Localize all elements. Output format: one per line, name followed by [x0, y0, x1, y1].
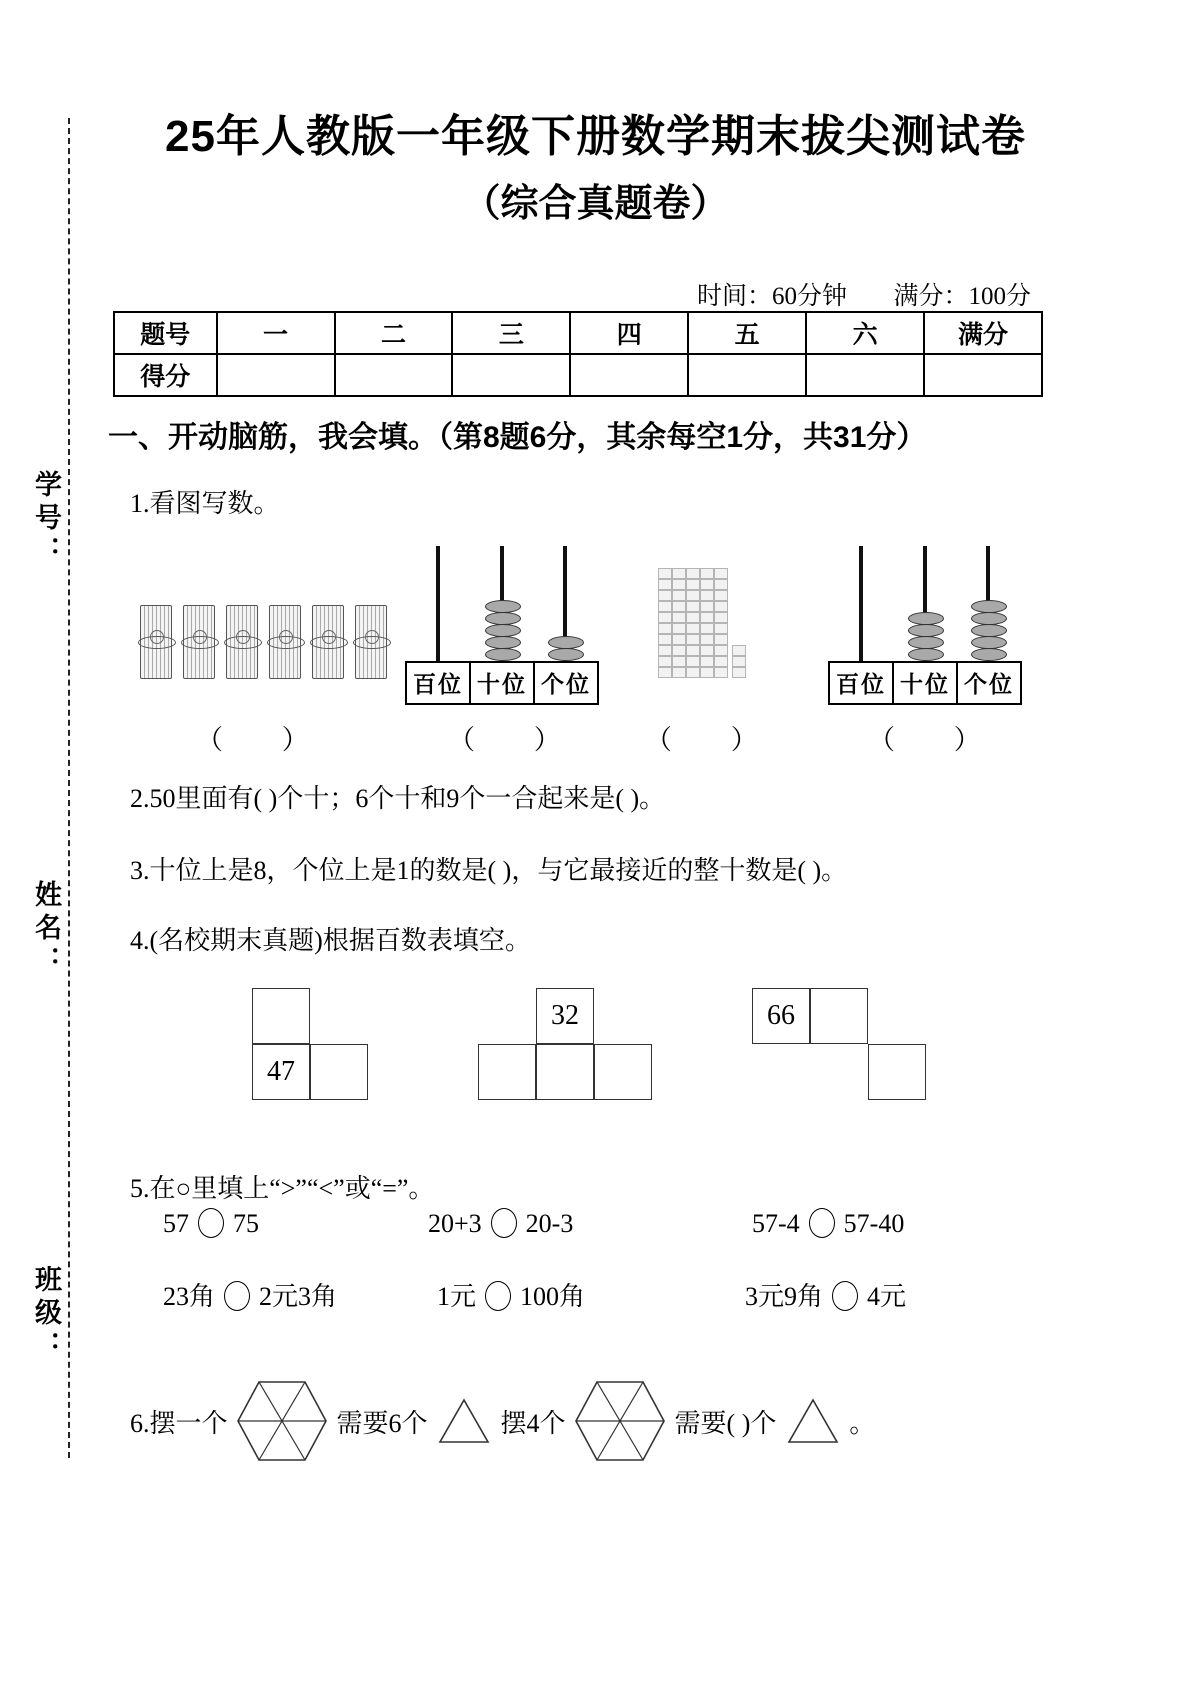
abacus-rod-hundreds [859, 546, 863, 661]
score-table [113, 311, 1043, 397]
abacus-2 [828, 546, 1022, 705]
chart-cell[interactable] [310, 1044, 368, 1100]
abacus-1-rods [405, 546, 599, 661]
bead [485, 648, 521, 661]
table-row-header [114, 312, 1042, 354]
compare-right: 4元 [867, 1282, 907, 1311]
grid-extra-units [732, 645, 746, 678]
grid-50-squares [658, 568, 728, 678]
abacus-1-beads-tens [485, 601, 521, 661]
question-5-text: 5.在○里填上“>”“<”或“=”。 [130, 1174, 435, 1203]
compare-left: 1元 [437, 1282, 477, 1311]
compare-left: 57-4 [752, 1209, 800, 1238]
q6-part-4[interactable]: 需要( )个 [674, 1408, 777, 1438]
col-3: 三 [452, 312, 570, 354]
hundred-grid-block [658, 568, 728, 678]
chart-cell[interactable]: 66 [752, 988, 810, 1044]
abacus-1-place-value-row [405, 661, 599, 705]
q5-compare-1[interactable] [163, 1208, 259, 1239]
chart-cell[interactable]: 32 [536, 988, 594, 1044]
abacus-1-beads-ones [548, 637, 584, 661]
page-subtitle: （综合真题卷） [462, 183, 729, 225]
hexagon-icon [574, 1380, 666, 1462]
place-value-hundreds: 百位 [830, 663, 894, 703]
field-student-id: 学号： [31, 470, 61, 569]
stick-bundle [140, 605, 172, 679]
q1-answer-blank-3[interactable]: （ ） [645, 725, 784, 755]
score-cell-4[interactable] [570, 354, 688, 396]
compare-circle[interactable] [198, 1208, 224, 1238]
hexagon-icon [236, 1380, 328, 1462]
q6-part-2: 需要6个 [336, 1408, 428, 1438]
compare-circle[interactable] [832, 1281, 858, 1311]
bead [908, 648, 944, 661]
stick-bundle [226, 605, 258, 679]
compare-right: 57-40 [843, 1209, 905, 1238]
compare-right: 2元3角 [259, 1282, 338, 1311]
chart-cell[interactable] [252, 988, 310, 1044]
compare-left: 20+3 [428, 1209, 482, 1238]
field-class: 班级： [31, 1265, 61, 1364]
place-value-ones: 个位 [964, 671, 1014, 697]
place-value-tens: 十位 [894, 663, 958, 703]
stick-bundle [312, 605, 344, 679]
q5-compare-3[interactable] [752, 1208, 904, 1239]
stick-bundle [269, 605, 301, 679]
q5-compare-4[interactable] [163, 1276, 337, 1313]
q5-compare-5[interactable] [437, 1276, 585, 1313]
compare-circle[interactable] [485, 1281, 511, 1311]
col-6: 六 [806, 312, 924, 354]
col-total: 满分 [924, 312, 1042, 354]
chart-cell[interactable] [536, 1044, 594, 1100]
score-cell-total[interactable] [924, 354, 1042, 396]
col-5: 五 [688, 312, 806, 354]
abacus-2-beads-tens [908, 613, 944, 661]
chart-cell[interactable] [478, 1044, 536, 1100]
abacus-1 [405, 546, 599, 705]
abacus-rod-hundreds [436, 546, 440, 661]
bead [971, 648, 1007, 661]
compare-circle[interactable] [224, 1281, 250, 1311]
col-4: 四 [570, 312, 688, 354]
row-label-question-no: 题号 [114, 312, 217, 354]
abacus-2-place-value-row [828, 661, 1022, 705]
q5-compare-6[interactable] [745, 1276, 906, 1313]
compare-left: 3元9角 [745, 1282, 824, 1311]
full-score: 满分：100分 [893, 283, 1031, 310]
question-2-text[interactable]: 2.50里面有( )个十；6个十和9个一合起来是( )。 [130, 784, 666, 813]
time-limit: 时间：60分钟 [696, 283, 847, 310]
place-value-tens: 十位 [471, 663, 535, 703]
col-2: 二 [335, 312, 453, 354]
section-heading: 一、开动脑筋，我会填。（第8题6分，其余每空1分，共31分） [108, 421, 927, 454]
compare-circle[interactable] [491, 1208, 517, 1238]
q5-compare-2[interactable] [428, 1208, 573, 1239]
compare-left: 23角 [163, 1282, 216, 1311]
triangle-icon [438, 1398, 490, 1444]
score-cell-3[interactable] [452, 354, 570, 396]
question-1-text: 1.看图写数。 [130, 489, 280, 518]
table-row-scores [114, 354, 1042, 396]
question-3-text[interactable]: 3.十位上是8，个位上是1的数是( )，与它最接近的整十数是( )。 [130, 856, 848, 885]
score-cell-6[interactable] [806, 354, 924, 396]
compare-right: 100角 [520, 1282, 586, 1311]
q6-part-3: 摆4个 [500, 1408, 566, 1438]
compare-left: 57 [163, 1209, 189, 1238]
q1-answer-blank-4[interactable]: （ ） [868, 725, 1007, 755]
chart-cell[interactable] [868, 1044, 926, 1100]
q6-part-5: 。 [849, 1408, 876, 1438]
q1-answer-blank-2[interactable]: （ ） [448, 725, 587, 755]
score-cell-5[interactable] [688, 354, 806, 396]
bead [548, 648, 584, 661]
abacus-2-beads-ones [971, 601, 1007, 661]
stick-bundles-group [140, 605, 387, 679]
place-value-hundreds: 百位 [407, 663, 471, 703]
row-label-score: 得分 [114, 354, 217, 396]
chart-cell[interactable]: 47 [252, 1044, 310, 1100]
score-cell-1[interactable] [217, 354, 335, 396]
q1-answer-blank-1[interactable]: （ ） [196, 725, 335, 755]
question-4-text: 4.(名校期末真题)根据百数表填空。 [130, 926, 531, 955]
question-6[interactable] [130, 1380, 875, 1462]
col-1: 一 [217, 312, 335, 354]
chart-cell[interactable] [594, 1044, 652, 1100]
chart-cell[interactable] [810, 988, 868, 1044]
score-cell-2[interactable] [335, 354, 453, 396]
page-title: 25年人教版一年级下册数学期末拔尖测试卷 [165, 112, 1026, 161]
compare-right: 20-3 [525, 1209, 574, 1238]
triangle-icon [787, 1398, 839, 1444]
place-value-ones: 个位 [541, 671, 591, 697]
compare-right: 75 [233, 1209, 259, 1238]
binding-dashed-line [68, 118, 70, 1458]
exam-meta [697, 276, 1031, 312]
abacus-2-rods [828, 546, 1022, 661]
q6-part-1: 6.摆一个 [130, 1408, 228, 1438]
stick-bundle [355, 605, 387, 679]
compare-circle[interactable] [809, 1208, 835, 1238]
field-name: 姓名： [31, 880, 61, 979]
stick-bundle [183, 605, 215, 679]
